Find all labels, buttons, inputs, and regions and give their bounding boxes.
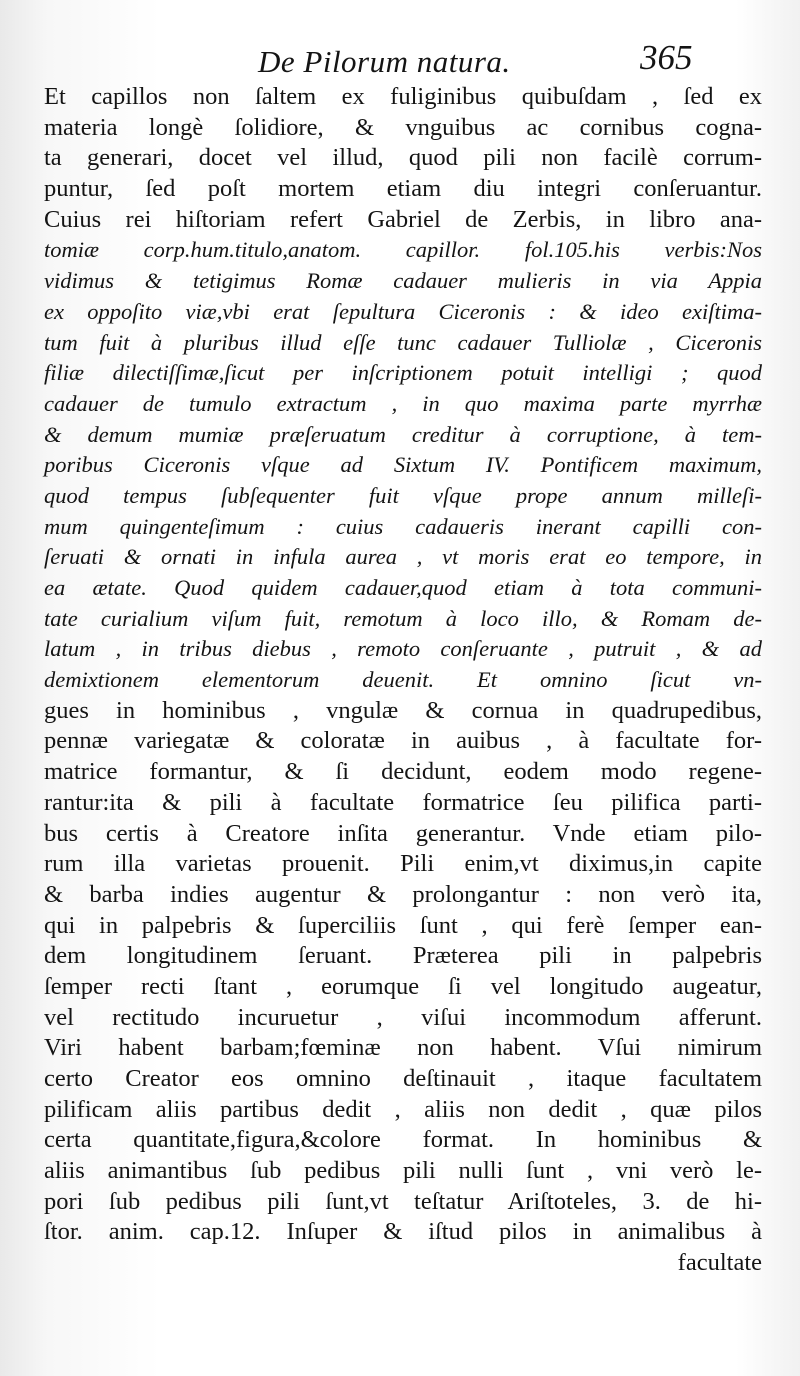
- text-line: cadauer de tumulo extractum , in quo maxima parte myrrhæ: [44, 390, 762, 416]
- text-line: qui in palpebris & ſuperciliis ſunt , qui ferè ſemper ean-: [44, 911, 762, 939]
- page-number: 365: [640, 38, 693, 77]
- text-line: tate curialium viſum fuit, remotum à loco illo, & Romam de-: [44, 605, 762, 631]
- text-line: certo Creator eos omnino deſtinauit , itaque facultatem: [44, 1065, 762, 1092]
- text-line: Et capillos non ſaltem ex fuliginibus quibuſdam , ſed ex: [44, 83, 762, 110]
- text-line: ſtor. anim. cap.12. Inſuper & iſtud pilos in animalibus à: [44, 1218, 762, 1246]
- catchword: facultate: [677, 1249, 762, 1277]
- text-line: tomiæ corp.hum.titulo,anatom. capillor. fol.105.his verbis:Nos: [44, 237, 762, 263]
- text-line: rantur:ita & pili à facultate formatrice ſeu pilifica parti-: [44, 788, 762, 816]
- text-line: ſemper recti ſtant , eorumque ſi vel longitudo augeatur,: [44, 972, 762, 1000]
- text-line: ea ætate. Quod quidem cadauer,quod etiam à tota communi-: [44, 575, 762, 600]
- text-line: vidimus & tetigimus Romæ cadauer mulieris in via Appia: [44, 268, 762, 294]
- text-line: certa quantitate,figura,&colore format. In hominibus &: [44, 1126, 762, 1154]
- text-line: Cuius rei hiſtoriam refert Gabriel de Zerbis, in libro ana-: [44, 205, 762, 233]
- page-header: [0, 38, 800, 86]
- text-line: bus certis à Creatore inſita generantur. Vnde etiam pilo-: [44, 819, 762, 847]
- text-line: & barba indies augentur & prolongantur : non verò ita,: [44, 880, 762, 908]
- text-line: quod tempus ſubſequenter fuit vſque prope annum milleſi-: [44, 482, 762, 508]
- text-line: gues in hominibus , vngulæ & cornua in quadrupedibus,: [44, 696, 762, 724]
- text-line: pori ſub pedibus pili ſunt,vt teſtatur Ariſtoteles, 3. de hi-: [44, 1187, 762, 1215]
- text-line: dem longitudinem ſeruant. Præterea pili in palpebris: [44, 942, 762, 970]
- text-line: pennæ variegatæ & coloratæ in auibus , à facultate for-: [44, 727, 762, 755]
- text-line: rum illa varietas prouenit. Pili enim,vt diximus,in capite: [44, 850, 762, 878]
- text-line: demixtionem elementorum deuenit. Et omnino ſicut vn-: [44, 667, 762, 693]
- text-line: poribus Ciceronis vſque ad Sixtum IV. Pontificem maximum,: [44, 452, 762, 478]
- text-line: & demum mumiæ præſeruatum creditur à corruptione, à tem-: [44, 421, 762, 447]
- text-line: pilificam aliis partibus dedit , aliis non dedit , quæ pilos: [44, 1095, 762, 1123]
- text-line: vel rectitudo incuruetur , viſui incommodum afferunt.: [44, 1003, 762, 1031]
- text-line: filiæ dilectiſſimæ,ſicut per inſcriptionem potuit intelligi ; quod: [44, 360, 762, 386]
- text-line: ex oppoſito viæ,vbi erat ſepultura Ciceronis : & ideo exiſtima-: [44, 298, 762, 324]
- text-line: matrice formantur, & ſi decidunt, eodem modo regene-: [44, 758, 762, 786]
- text-line: tum fuit à pluribus illud eſſe tunc cadauer Tulliolæ , Ciceronis: [44, 329, 762, 355]
- text-line: latum , in tribus diebus , remoto conſeruante , putruit , & ad: [44, 636, 762, 662]
- body-text: [44, 82, 762, 1279]
- text-line: puntur, ſed poſt mortem etiam diu integri conſeruantur.: [44, 175, 762, 203]
- running-title: De Pilorum natura.: [258, 44, 511, 79]
- text-line: ta generari, docet vel illud, quod pili non facilè corrum-: [44, 144, 762, 172]
- text-line: aliis animantibus ſub pedibus pili nulli ſunt , vni verò le-: [44, 1157, 762, 1185]
- text-line: materia longè ſolidiore, & vnguibus ac cornibus cogna-: [44, 113, 762, 141]
- text-line: Viri habent barbam;fœminæ non habent. Vſui nimirum: [44, 1034, 762, 1062]
- text-line: mum quingenteſimum : cuius cadaueris inerant capilli con-: [44, 513, 762, 539]
- text-line: ſeruati & ornati in infula aurea , vt moris erat eo tempore, in: [44, 544, 762, 570]
